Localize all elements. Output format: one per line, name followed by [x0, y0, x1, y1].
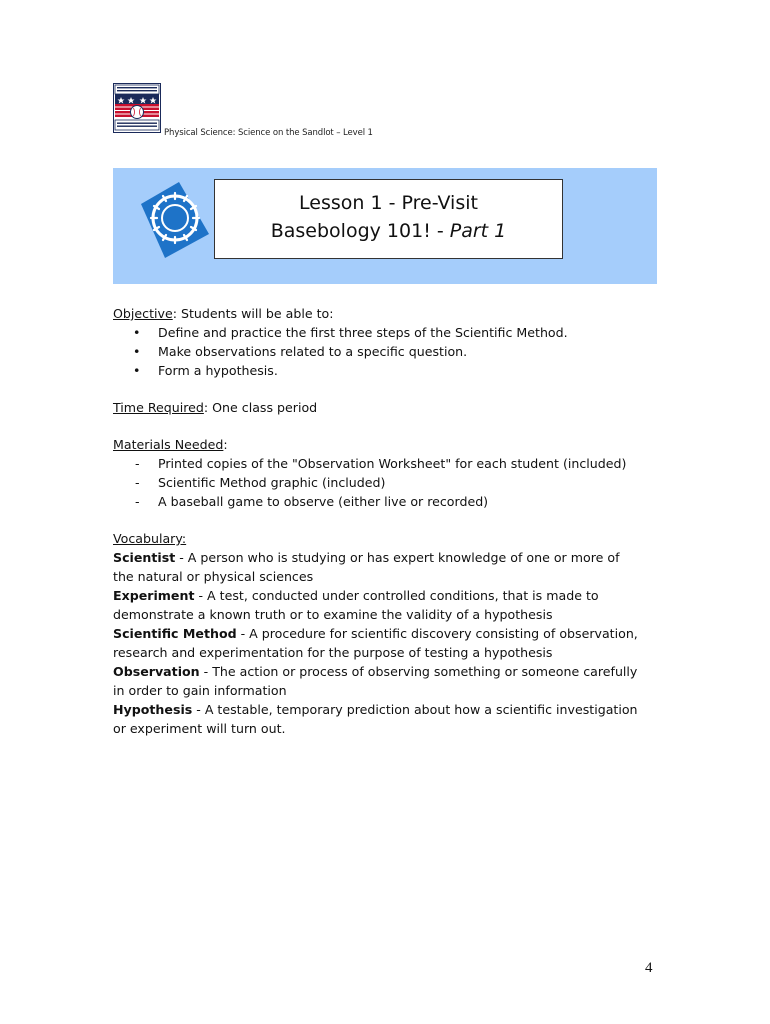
list-item: • Make observations related to a specific question.	[113, 342, 643, 361]
objective-intro: : Students will be able to:	[172, 306, 334, 321]
vocab-entry-scientific-method	[113, 624, 643, 662]
list-item: - Scientific Method graphic (included)	[113, 473, 643, 492]
lesson-subtitle	[215, 217, 562, 245]
vocab-term: Scientist	[113, 550, 176, 565]
vocab-term: Scientific Method	[113, 626, 237, 641]
vocab-term: Hypothesis	[113, 702, 193, 717]
time-required-value: : One class period	[203, 400, 318, 415]
vocab-definition: - A procedure for scientific discovery consisting of observation, research and experimentation for the purpose of testing a hypothesis	[113, 626, 638, 660]
objective-list	[113, 323, 643, 380]
running-header: Physical Science: Science on the Sandlot – Level 1	[164, 128, 373, 138]
materials-label: Materials Needed	[113, 437, 224, 452]
vocab-definition: - A test, conducted under controlled conditions, that is made to demonstrate a known truth or to examine the validity of a hypothesis	[113, 588, 599, 622]
lesson-title-box	[214, 179, 563, 259]
vocab-entry-hypothesis	[113, 700, 643, 738]
lesson-title: Lesson 1 - Pre-Visit	[299, 192, 478, 214]
materials-list	[113, 454, 643, 511]
time-required-label: Time Required	[113, 400, 204, 415]
baseball-stitch-icon	[135, 176, 215, 262]
lesson-subtitle-main: Basebology 101! -	[270, 220, 450, 242]
vocab-definition: - A person who is studying or has expert knowledge of one or more of the natural or physical sciences	[113, 550, 620, 584]
lesson-subtitle-part: Part 1	[449, 220, 507, 242]
list-item: - A baseball game to observe (either live or recorded)	[113, 492, 643, 511]
list-item: • Form a hypothesis.	[113, 361, 643, 380]
vocab-entry-observation	[113, 662, 643, 700]
vocabulary-heading: Vocabulary:	[113, 531, 187, 546]
materials-heading: Materials Needed:	[113, 437, 228, 452]
lesson-banner	[113, 168, 657, 284]
time-required	[113, 398, 643, 417]
vocab-definition: - A testable, temporary prediction about how a scientific investigation or experiment will turn out.	[113, 702, 638, 736]
objective-heading	[113, 304, 643, 323]
hall-of-fame-logo	[113, 83, 161, 133]
vocab-term: Experiment	[113, 588, 195, 603]
list-item: • Define and practice the first three steps of the Scientific Method.	[113, 323, 643, 342]
vocab-entry-scientist	[113, 548, 643, 586]
vocab-entry-experiment	[113, 586, 643, 624]
list-item: - Printed copies of the "Observation Worksheet" for each student (included)	[113, 454, 643, 473]
vocab-definition: - The action or process of observing something or someone carefully in order to gain information	[113, 664, 638, 698]
objective-label: Objective	[113, 306, 173, 321]
lesson-content	[113, 304, 643, 738]
page-number: 4	[645, 960, 653, 976]
vocab-term: Observation	[113, 664, 200, 679]
